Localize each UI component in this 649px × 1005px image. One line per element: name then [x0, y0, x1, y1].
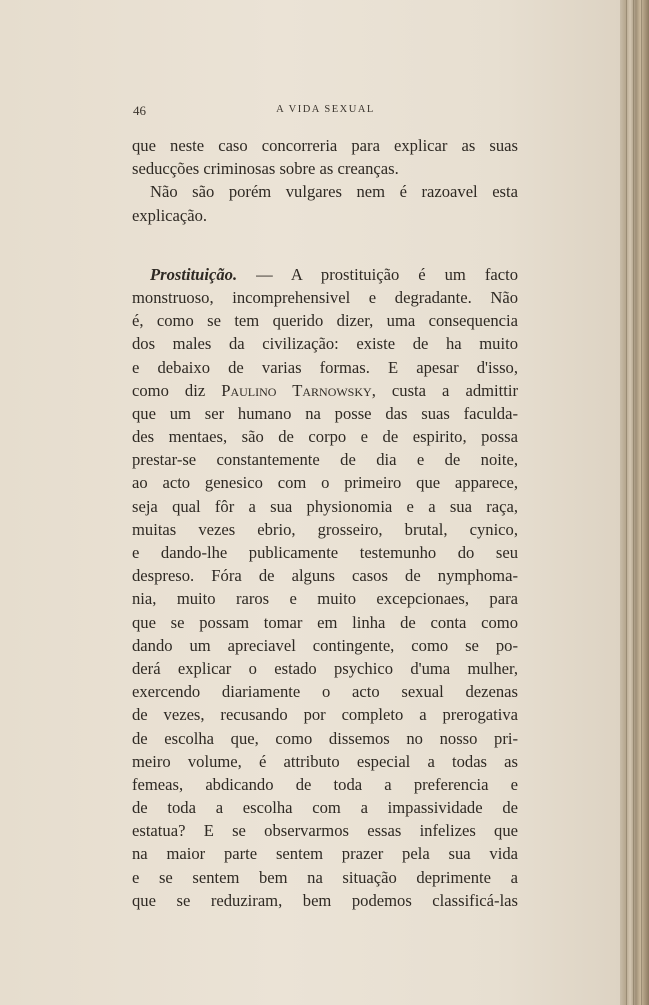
- text-line: seja qual fôr a sua physionomia e a sua raça,: [132, 496, 518, 516]
- text-line: explicação.: [132, 205, 208, 225]
- page-edge: [620, 0, 649, 1005]
- section-heading: Prostituição.: [150, 264, 238, 284]
- text-line: seducções criminosas sobre as creanças.: [132, 159, 399, 179]
- text-line: monstruoso, incomprehensivel e degradante. Não: [132, 287, 518, 307]
- text-line: femeas, abdicando de toda a preferencia e: [132, 774, 518, 794]
- edge-line: [633, 0, 634, 1005]
- text-line: dos males da civilização: existe de ha muito: [132, 334, 518, 354]
- text-line: de escolha que, como dissemos no nosso pri-: [132, 728, 518, 748]
- edge-line: [626, 0, 627, 1005]
- text-line: des mentaes, são de corpo e de espirito, possa: [132, 427, 518, 447]
- text-line: que neste caso concorreria para explicar as suas: [132, 136, 518, 155]
- page-number: 46: [133, 103, 146, 118]
- text-line: estatua? E se observarmos essas infelizes que: [132, 821, 518, 841]
- text-line: prestar-se constantemente de dia e de noite,: [132, 450, 518, 470]
- text-line-author: [132, 379, 518, 402]
- text-line: ao acto genesico com o primeiro que apparece,: [132, 473, 518, 493]
- text-line: derá explicar o estado psychico d'uma mulher,: [132, 658, 518, 678]
- text-line: na maior parte sentem prazer pela sua vida: [132, 844, 518, 864]
- text-line: muitas vezes ebrio, grosseiro, brutal, cynico,: [132, 519, 518, 539]
- text-line: que se possam tomar em linha de conta como: [132, 612, 518, 632]
- body-text: [132, 134, 518, 912]
- text-line: despreso. Fóra de alguns casos de nymphoma-: [132, 566, 518, 586]
- author-prefix: como diz: [132, 380, 222, 400]
- text-line: nia, muito raros e muito excepcionaes, para: [132, 589, 518, 609]
- author-suffix: , custa a admittir: [371, 380, 518, 400]
- text-line: é, como se tem querido dizer, uma consequencia: [132, 311, 518, 331]
- text-line: meiro volume, é attributo especial a todas as: [132, 751, 518, 771]
- section-heading-continuation: — A prostituição é um facto: [237, 264, 518, 284]
- text-line: que um ser humano na posse das suas faculda-: [132, 403, 518, 423]
- edge-line: [641, 0, 642, 1005]
- text-line: e debaixo de varias formas. E apesar d'isso,: [132, 357, 518, 377]
- page-header: [133, 103, 518, 121]
- author-name: Paulino Tarnowsky: [221, 380, 372, 400]
- section-gap: [132, 227, 518, 263]
- text-line: dando um apreciavel contingente, como se po-: [132, 635, 518, 655]
- text-line: e dando-lhe publicamente testemunho do seu: [132, 543, 518, 562]
- text-line: Não são porém vulgares nem é razoavel esta: [150, 182, 518, 202]
- text-line: e se sentem bem na situação deprimente a: [132, 867, 518, 887]
- text-line: de toda a escolha com a impassividade de: [132, 798, 518, 818]
- text-line: de vezes, recusando por completo a prerogativa: [132, 705, 518, 725]
- text-line: exercendo diariamente o acto sexual dezenas: [132, 682, 518, 702]
- section-heading-line: [132, 263, 518, 286]
- text-line: que se reduziram, bem podemos classificá-las: [132, 890, 518, 910]
- running-title: A VIDA SEXUAL: [276, 104, 375, 115]
